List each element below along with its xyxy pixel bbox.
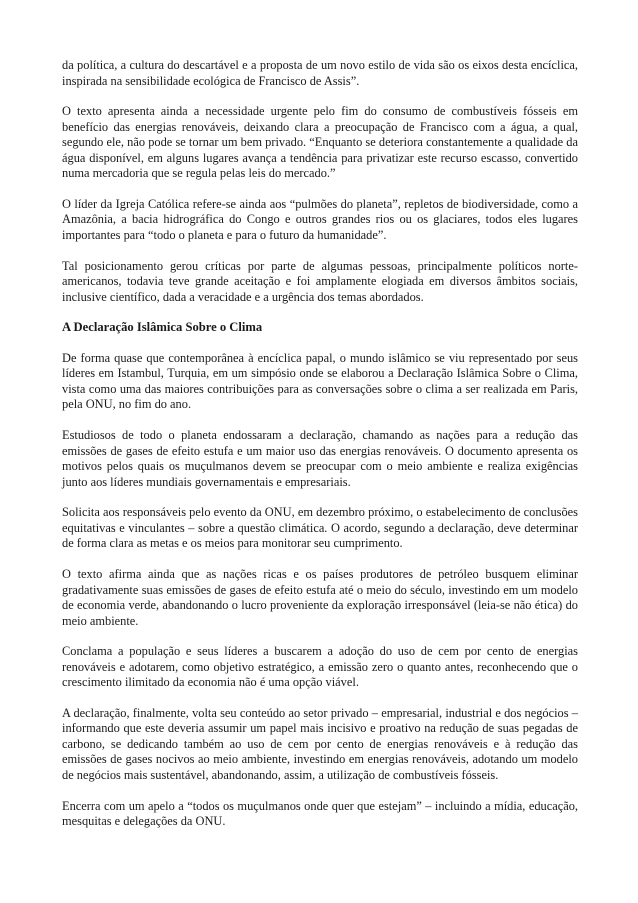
paragraph-renewable-adoption: Conclama a população e seus líderes a buscarem a adoção do uso de cem por cento de energias renováveis e adotarem, como objetivo estratégico, a emissão zero o quanto antes, reconhecendo que o crescimento ilimitado da economia não é uma opção viável. [62, 644, 578, 690]
document-page [62, 58, 578, 845]
paragraph-istanbul-symposium: De forma quase que contemporânea à encíclica papal, o mundo islâmico se viu representado por seus líderes em Istambul, Turquia, em um simpósio onde se elaborou a Declaração Islâmica Sobre o Clima, vista como uma das maiores contribuições para as conversações sobre o clima a ser realizada em Paris, pela ONU, no fim do ano. [62, 350, 578, 412]
section-heading: A Declaração Islâmica Sobre o Clima [62, 320, 263, 335]
paragraph-rich-nations: O texto afirma ainda que as nações ricas e os países produtores de petróleo busquem eliminar gradativamente suas emissões de gases de efeito estufa até o meio do século, investindo em um modelo de economia verde, abandonando o lucro proveniente da exploração irresponsável (leia-se não ética) do meio ambiente. [62, 567, 578, 628]
paragraph-reception: Tal posicionamento gerou críticas por parte de algumas pessoas, principalmente políticos norte-americanos, todavia teve grande aceitação e foi amplamente elogiada em diversos âmbitos sociais, inclusive científico, dada a veracidade e a urgência dos temas abordados. [62, 258, 578, 304]
paragraph-lungs-of-planet: O líder da Igreja Católica refere-se ainda aos “pulmões do planeta”, repletos de biodiversidade, como a Amazônia, a bacia hidrográfica do Congo e outros grandes rios ou os glaciares, todos eles lugares importantes para “todo o planeta e para o futuro da humanidade”. [62, 196, 578, 242]
paragraph-scholars-endorse: Estudiosos de todo o planeta endossaram a declaração, chamando as nações para a redução das emissões de gases de efeito estufa e um maior uso das energias renováveis. O documento apresenta os motivos pelos quais os muçulmanos devem se preocupar com o meio ambiente e realiza exigências junto aos líderes mundiais governamentais e empresariais. [62, 428, 578, 489]
paragraph-encyclical-ending: da política, a cultura do descartável e a proposta de um novo estilo de vida são os eixos desta encíclica, inspirada na sensibilidade ecológica de Francisco de Assis”. [62, 58, 578, 88]
paragraph-closing-appeal: Encerra com um apelo a “todos os muçulmanos onde quer que estejam” – incluindo a mídia, educação, mesquitas e delegações da ONU. [62, 798, 578, 829]
paragraph-private-sector: A declaração, finalmente, volta seu conteúdo ao setor privado – empresarial, industrial e dos negócios – informando que este deveria assumir um papel mais incisivo e proativo na redução de suas pegadas de carbono, se dedicando também ao uso de cem por cento de energias renováveis e à redução das emissões de gases nocivos ao meio ambiente, investindo em energias renováveis, adotando um modelo de negócios mais sustentável, abandonando, assim, a utilização de combustíveis fósseis. [62, 705, 578, 782]
paragraph-fossil-fuels-water: O texto apresenta ainda a necessidade urgente pelo fim do consumo de combustíveis fósseis em benefício das energias renováveis, deixando clara a preocupação de Francisco com a água, a qual, segundo ele, não pode se tornar um bem privado. “Enquanto se deteriora constantemente a qualidade da água disponível, em alguns lugares avança a tendência para privatizar este recurso escasso, convertido numa mercadoria que se regula pelas leis do mercado.” [62, 104, 578, 181]
paragraph-un-event-request: Solicita aos responsáveis pelo evento da ONU, em dezembro próximo, o estabelecimento de conclusões equitativas e vinculantes – sobre a questão climática. O acordo, segundo a declaração, deve determinar de forma clara as metas e os meios para monitorar seu cumprimento. [62, 505, 578, 551]
